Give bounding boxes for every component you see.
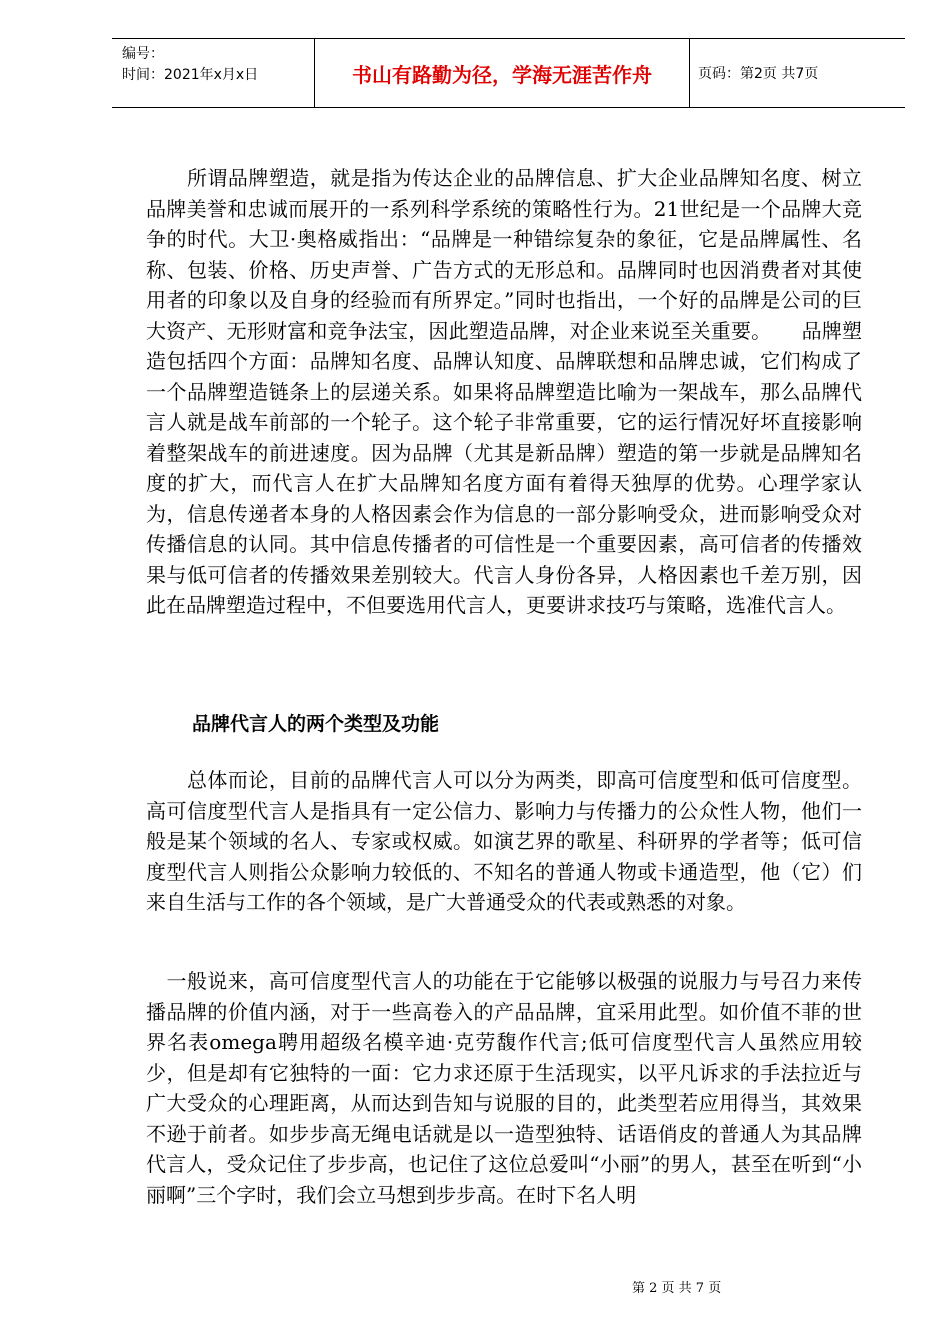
- document-number-label: 编号：: [122, 46, 164, 62]
- paragraph-brand-building: 所谓品牌塑造，就是指为传达企业的品牌信息、扩大企业品牌知名度、树立品牌美誉和忠诚而展开的一系列科学系统的策略性行为。21世纪是一个品牌大竞争的时代。大卫·奥格威指出：“品牌是一种错综复杂的象征，它是品牌属性、名称、包装、价格、历史声誉、广告方式的无形总和。品牌同时也因消费者对其使用者的印象以及自身的经验而有所界定。”同时也指出，一个好的品牌是公司的巨大资产、无形财富和竞争法宝，因此塑造品牌，对企业来说至关重要。 品牌塑造包括四个方面：品牌知名度、品牌认知度、品牌联想和品牌忠诚，它们构成了一个品牌塑造链条上的层递关系。如果将品牌塑造比喻为一架战车，那么品牌代言人就是战车前部的一个轮子。这个轮子非常重要，它的运行情况好坏直接影响着整架战车的前进速度。因为品牌（尤其是新品牌）塑造的第一步就是品牌知名度的扩大，而代言人在扩大品牌知名度方面有着得天独厚的优势。心理学家认为，信息传递者本身的人格因素会作为信息的一部分影响受众，进而影响受众对传播信息的认同。其中信息传播者的可信性是一个重要因素，高可信者的传播效果与低可信者的传播效果差别较大。代言人身份各异，人格因素也千差万别，因此在品牌塑造过程中，不但要选用代言人，更要讲求技巧与策略，选准代言人。: [146, 166, 862, 617]
- header-page-info: 页码：第2页 共7页: [698, 66, 819, 82]
- body-section-2: [146, 765, 862, 918]
- page-footer: 第 2 页 共 7 页: [632, 1281, 722, 1296]
- body-section-3: [146, 966, 862, 1210]
- document-time-label: 时间：2021年x月x日: [122, 67, 259, 83]
- section-heading: 品牌代言人的两个类型及功能: [192, 713, 440, 735]
- page-header: [112, 38, 905, 108]
- header-meta-cell: [112, 39, 315, 107]
- paragraph-spokesperson-types: 总体而论，目前的品牌代言人可以分为两类，即高可信度型和低可信度型。高可信度型代言人是指具有一定公信力、影响力与传播力的公众性人物，他们一般是某个领域的名人、专家或权威。如演艺界的歌星、科研界的学者等；低可信度型代言人则指公众影响力较低的、不知名的普通人物或卡通造型，他（它）们来自生活与工作的各个领域，是广大普通受众的代表或熟悉的对象。: [146, 768, 862, 914]
- body-section-1: [146, 163, 862, 621]
- header-motto: 书山有路勤为径，学海无涯苦作舟: [315, 39, 690, 107]
- paragraph-spokesperson-functions: 一般说来，高可信度型代言人的功能在于它能够以极强的说服力与号召力来传播品牌的价值内涵，对于一些高卷入的产品品牌，宜采用此型。如价值不菲的世界名表omega聘用超级名模辛迪·克劳馥作代言;低可信度型代言人虽然应用较少，但是却有它独特的一面：它力求还原于生活现实，以平凡诉求的手法拉近与广大受众的心理距离，从而达到告知与说服的目的，此类型若应用得当，其效果不逊于前者。如步步高无绳电话就是以一造型独特、话语俏皮的普通人为其品牌代言人，受众记住了步步高，也记住了这位总爱叫“小丽”的男人，甚至在听到“小丽啊”三个字时，我们会立马想到步步高。在时下名人明: [146, 969, 862, 1207]
